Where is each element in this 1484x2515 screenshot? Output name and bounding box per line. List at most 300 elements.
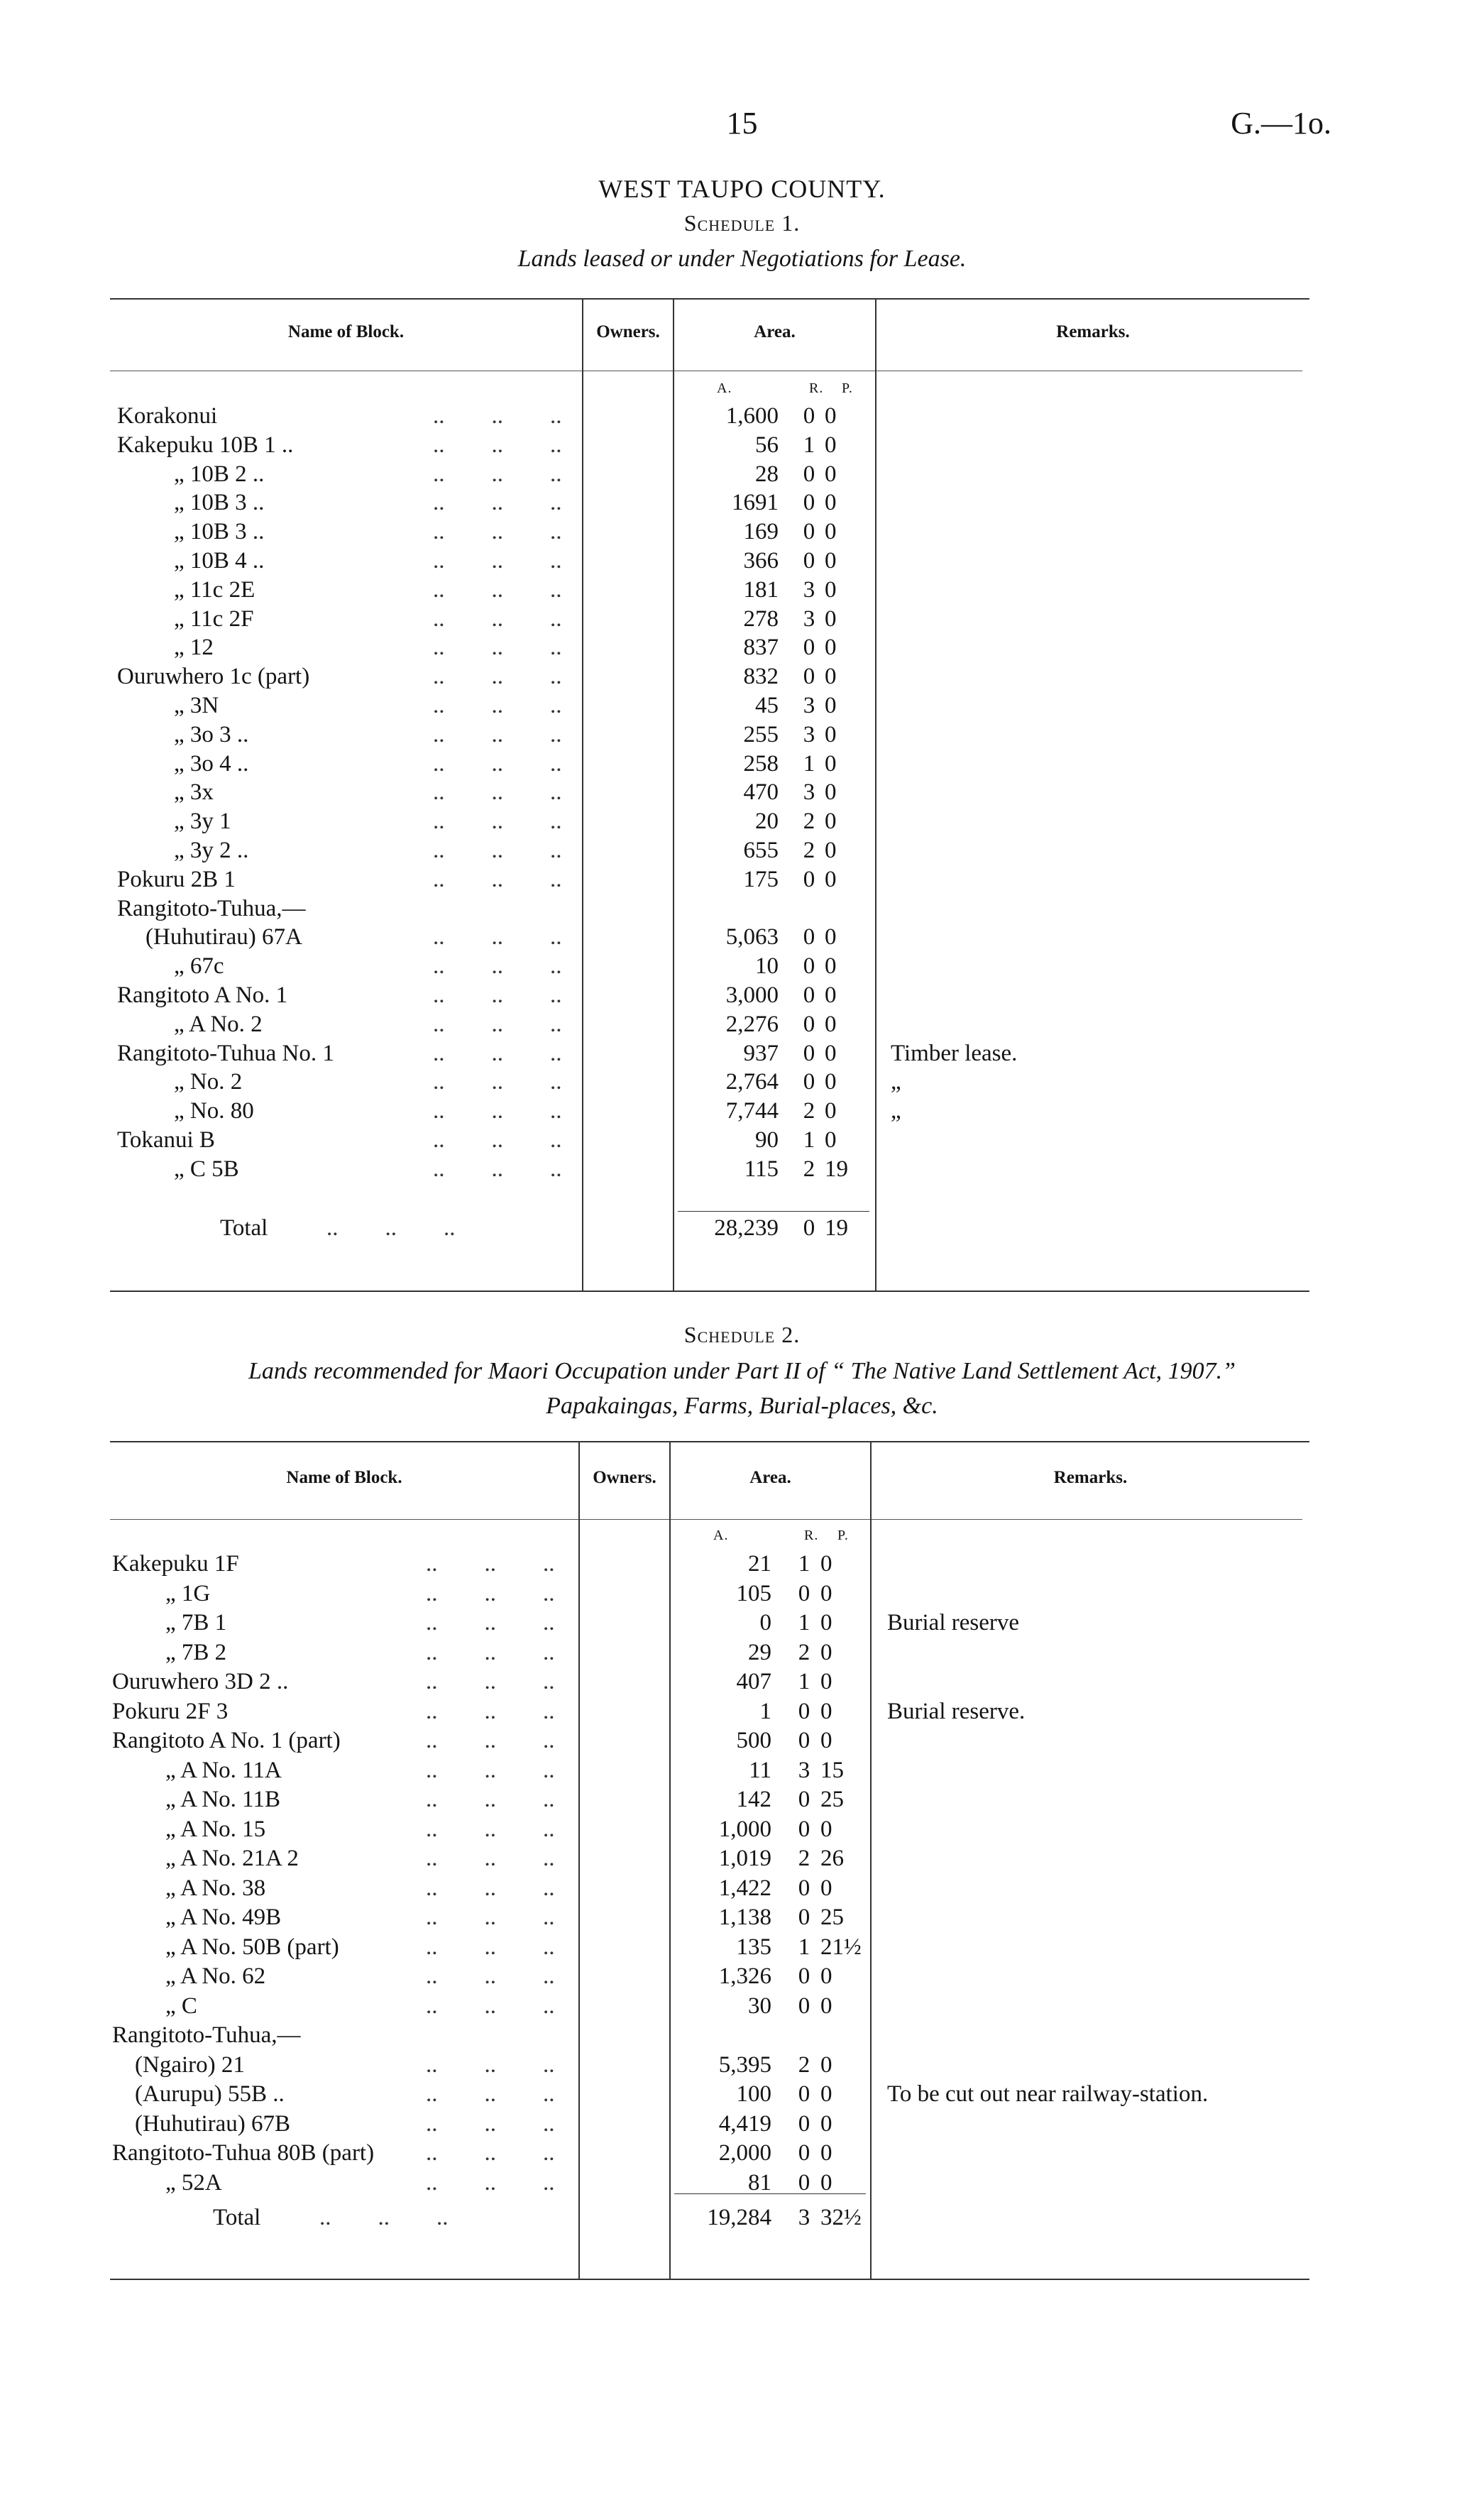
area-perches: 0: [825, 1069, 837, 1095]
block-name: „ 11c 2F: [174, 606, 254, 632]
remark-text: Timber lease.: [891, 1040, 1018, 1066]
leader-dots: .. .. ..: [433, 432, 562, 458]
remark-text: Burial reserve: [887, 1610, 1019, 1635]
leader-dots: .. .. ..: [426, 1934, 555, 1960]
area-perches: 0: [825, 924, 837, 950]
leader-dots: .. .. ..: [433, 490, 562, 516]
area-perches: 0: [825, 1011, 837, 1037]
area-perches: 0: [820, 1580, 832, 1606]
block-name: „ A No. 62: [165, 1963, 266, 1989]
area-roods: 0: [798, 2081, 810, 2107]
block-name: „ 3y 1: [174, 809, 231, 835]
table-top-rule: [110, 1441, 1309, 1442]
area-roods: 0: [803, 982, 815, 1008]
area-roods: 0: [798, 1875, 810, 1901]
area-acres: 500: [736, 1728, 771, 1753]
area-acres: 169: [743, 519, 779, 545]
area-acres: 407: [736, 1669, 771, 1694]
table-bottom-rule: [110, 1291, 1309, 1292]
leader-dots: .. .. ..: [426, 1698, 555, 1724]
area-perches: 0: [825, 693, 837, 718]
block-name: „ C 5B: [174, 1156, 239, 1182]
leader-dots: .. .. ..: [433, 519, 562, 545]
area-acres: 837: [743, 635, 779, 661]
area-roods: 2: [798, 1639, 810, 1665]
area-acres: 5,063: [725, 924, 779, 950]
leader-dots: .. .. ..: [433, 721, 562, 747]
area-roods: 2: [803, 809, 815, 835]
area-perches: 0: [820, 1610, 832, 1635]
block-name: „ 67c: [174, 953, 224, 980]
perches-unit: P.: [837, 1528, 849, 1543]
total-acres: 19,284: [707, 2205, 771, 2230]
area-acres: 937: [743, 1040, 779, 1066]
area-roods: 0: [798, 2110, 810, 2137]
table-row: [0, 982, 1484, 1012]
area-acres: 832: [743, 664, 779, 690]
area-perches: 0: [820, 1728, 832, 1753]
area-roods: 0: [803, 635, 815, 661]
area-roods: 2: [803, 1098, 815, 1124]
area-roods: 1: [798, 1669, 810, 1694]
leader-dots: .. .. ..: [433, 693, 562, 718]
table-row: [0, 1905, 1484, 1934]
area-roods: 1: [803, 432, 815, 458]
leader-dots: .. .. ..: [426, 1875, 555, 1901]
leader-dots: .. .. ..: [426, 2110, 555, 2137]
area-acres: 11: [749, 1757, 771, 1783]
total-roods: 3: [798, 2205, 810, 2230]
leader-dots: .. .. ..: [426, 1728, 555, 1753]
area-perches: 0: [825, 576, 837, 603]
area-perches: 0: [820, 1551, 832, 1577]
col-name-header: Name of Block.: [287, 322, 405, 341]
block-name: „ A No. 38: [165, 1875, 266, 1901]
schedule-2-subtitle-2: Papakaingas, Farms, Burial-places, &c.: [546, 1393, 938, 1419]
area-acres: 1,422: [718, 1875, 771, 1901]
area-roods: 0: [803, 953, 815, 980]
roods-unit: R.: [804, 1528, 819, 1543]
table-row: [0, 1993, 1484, 2022]
leader-dots: .. .. ..: [433, 953, 562, 980]
area-roods: 0: [803, 403, 815, 429]
area-acres: 5,395: [718, 2051, 771, 2078]
table-row: [0, 693, 1484, 722]
page-number: 15: [726, 106, 758, 141]
area-perches: 0: [825, 953, 837, 980]
area-acres: 56: [755, 432, 779, 458]
area-acres: 28: [755, 461, 779, 487]
table-row: [0, 1581, 1484, 1610]
table-top-rule: [110, 298, 1309, 300]
table-row: [0, 924, 1484, 953]
table-row: [0, 403, 1484, 432]
area-perches: 0: [825, 548, 837, 574]
area-acres: 1,326: [718, 1963, 771, 1989]
block-name: Ouruwhero 3D 2 ..: [112, 1669, 289, 1694]
schedule-1-heading: Schedule 1.: [683, 210, 801, 236]
area-roods: 3: [803, 779, 815, 806]
area-roods: 0: [803, 519, 815, 545]
table-row: [0, 953, 1484, 982]
area-acres: 0: [759, 1610, 771, 1635]
area-perches: 0: [820, 1963, 832, 1989]
table-row: [0, 1127, 1484, 1156]
block-name: „ 1G: [165, 1580, 211, 1606]
area-acres: 135: [736, 1934, 771, 1960]
area-perches: 26: [820, 1846, 844, 1871]
table-row: [0, 1963, 1484, 1993]
area-acres: 7,744: [725, 1098, 779, 1124]
total-roods: 0: [803, 1215, 815, 1241]
leader-dots: .. .. ..: [433, 635, 562, 661]
block-name: „ A No. 21A 2: [165, 1846, 299, 1871]
area-roods: 0: [798, 2140, 810, 2166]
table-row: [0, 635, 1484, 664]
area-acres: 115: [744, 1156, 779, 1182]
area-perches: 0: [825, 1127, 837, 1153]
area-roods: 0: [798, 1816, 810, 1842]
area-acres: 1,138: [718, 1905, 771, 1930]
block-name: Rangitoto A No. 1: [117, 982, 288, 1008]
leader-dots: .. .. ..: [426, 2169, 555, 2196]
area-roods: 0: [803, 1040, 815, 1066]
area-acres: 10: [755, 953, 779, 980]
area-perches: 0: [825, 461, 837, 487]
block-name: Pokuru 2F 3: [112, 1698, 229, 1724]
area-roods: 0: [803, 664, 815, 690]
total-row: Total .. .. .. 28,239 0 19: [0, 1215, 1484, 1244]
leader-dots: .. .. ..: [433, 924, 562, 950]
table-row: [0, 1728, 1484, 1757]
area-roods: 0: [803, 866, 815, 892]
col-owners-header: Owners.: [593, 1468, 656, 1487]
area-roods: 0: [798, 1580, 810, 1606]
area-perches: 0: [825, 432, 837, 458]
table-row: [0, 1156, 1484, 1185]
area-perches: 0: [825, 1098, 837, 1124]
block-name: Pokuru 2B 1: [117, 866, 236, 892]
area-roods: 0: [803, 924, 815, 950]
area-perches: 0: [825, 982, 837, 1008]
area-perches: 0: [825, 606, 837, 632]
leader-dots: .. .. ..: [426, 1610, 555, 1635]
table-row: [0, 2170, 1484, 2199]
area-acres: 142: [736, 1787, 771, 1812]
area-acres: 1: [759, 1698, 771, 1724]
block-name: „ 10B 3 ..: [174, 490, 265, 516]
block-name: Kakepuku 1F: [112, 1551, 239, 1577]
area-perches: 0: [820, 2051, 832, 2078]
area-roods: 2: [803, 838, 815, 863]
area-perches: 0: [820, 2140, 832, 2166]
area-perches: 19: [825, 1156, 848, 1182]
area-acres: 1,019: [718, 1846, 771, 1871]
area-roods: 3: [803, 606, 815, 632]
leader-dots: .. .. ..: [433, 779, 562, 806]
schedule-2-subtitle: Lands recommended for Maori Occupation under Part II of “ The Native Land Settlement Act, 1907.”: [248, 1358, 1236, 1384]
block-name: (Huhutirau) 67A: [145, 924, 302, 950]
area-perches: 0: [820, 2081, 832, 2107]
area-roods: 0: [798, 1728, 810, 1753]
area-acres: 90: [755, 1127, 779, 1153]
area-perches: 0: [820, 1698, 832, 1724]
leader-dots: .. .. ..: [433, 1156, 562, 1182]
area-roods: 3: [803, 693, 815, 718]
area-roods: 3: [803, 721, 815, 747]
table-row: [0, 2111, 1484, 2140]
area-roods: 0: [798, 2169, 810, 2196]
table-row: [0, 606, 1484, 635]
table-row: [0, 461, 1484, 491]
area-roods: 0: [803, 490, 815, 516]
table-row: [0, 722, 1484, 751]
remark-text: „: [891, 1069, 901, 1095]
block-name: „ 3o 4 ..: [174, 750, 249, 777]
area-perches: 0: [820, 1993, 832, 2019]
block-name: „ A No. 15: [165, 1816, 266, 1842]
leader-dots: .. .. ..: [426, 1905, 555, 1930]
area-acres: 470: [743, 779, 779, 806]
table-row: [0, 1610, 1484, 1639]
block-name: Rangitoto A No. 1 (part): [112, 1728, 341, 1753]
table-row: [0, 1758, 1484, 1787]
area-acres: 1691: [732, 490, 779, 516]
block-name: Kakepuku 10B 1 ..: [117, 432, 294, 458]
area-roods: 2: [803, 1156, 815, 1182]
area-roods: 1: [803, 750, 815, 777]
leader-dots: .. .. ..: [433, 548, 562, 574]
block-name: „ A No. 11A: [165, 1757, 282, 1783]
leader-dots: .. .. ..: [433, 664, 562, 690]
table-row: [0, 1817, 1484, 1846]
block-name: „ 11c 2E: [174, 576, 255, 603]
area-acres: 20: [755, 809, 779, 835]
leader-dots: .. .. ..: [433, 606, 562, 632]
area-acres: 30: [748, 1993, 771, 2019]
leader-dots: .. .. ..: [433, 750, 562, 777]
table-row: [0, 1787, 1484, 1816]
leader-dots: .. .. ..: [433, 809, 562, 835]
area-roods: 0: [798, 1905, 810, 1930]
col-remarks-header: Remarks.: [1056, 322, 1130, 341]
area-roods: 3: [803, 576, 815, 603]
area-roods: 1: [803, 1127, 815, 1153]
leader-dots: .. .. ..: [426, 1639, 555, 1665]
leader-dots: .. .. ..: [426, 1669, 555, 1694]
area-perches: 0: [825, 490, 837, 516]
leader-dots: .. .. ..: [433, 403, 562, 429]
remark-text: To be cut out near railway-station.: [887, 2081, 1209, 2107]
table-row: [0, 751, 1484, 780]
table-row: [0, 432, 1484, 461]
total-perches: 19: [825, 1215, 848, 1241]
area-roods: 0: [798, 1993, 810, 2019]
total-acres: 28,239: [714, 1215, 779, 1241]
area-roods: 2: [798, 2051, 810, 2078]
table-row: [0, 1041, 1484, 1070]
total-rule: [674, 2193, 866, 2194]
block-name: „ A No. 2: [174, 1011, 263, 1037]
acres-unit: A.: [713, 1528, 729, 1543]
area-acres: 21: [748, 1551, 771, 1577]
leader-dots: .. .. ..: [426, 1580, 555, 1606]
block-name: Ouruwhero 1c (part): [117, 664, 310, 690]
leader-dots: .. .. ..: [426, 1993, 555, 2019]
leader-dots: .. .. ..: [426, 2051, 555, 2078]
table-row: [0, 1669, 1484, 1698]
roods-unit: R.: [809, 380, 824, 396]
area-acres: 175: [743, 866, 779, 892]
total-label: Total: [220, 1215, 268, 1241]
header-bottom-rule: [110, 1519, 1302, 1520]
leader-dots: .. .. ..: [433, 461, 562, 487]
leader-dots: .. .. ..: [433, 1040, 562, 1066]
block-name: „ 3o 3 ..: [174, 721, 249, 747]
block-name: „ C: [165, 1993, 197, 2019]
area-acres: 45: [755, 693, 779, 718]
area-acres: 29: [748, 1639, 771, 1665]
block-name: Rangitoto-Tuhua 80B (part): [112, 2140, 375, 2166]
block-name: „ 10B 2 ..: [174, 461, 265, 487]
leader-dots: .. .. ..: [426, 1816, 555, 1842]
total-perches: 32½: [820, 2205, 862, 2230]
area-perches: 0: [825, 721, 837, 747]
block-name: „ 3y 2 ..: [174, 838, 249, 863]
block-name: „ 3x: [174, 779, 214, 806]
block-name: „ A No. 11B: [165, 1787, 280, 1812]
block-name: (Huhutirau) 67B: [135, 2110, 291, 2137]
col-remarks-header: Remarks.: [1053, 1468, 1128, 1487]
area-perches: 0: [825, 664, 837, 690]
area-roods: 0: [798, 1963, 810, 1989]
area-acres: 2,764: [725, 1069, 779, 1095]
area-roods: 1: [798, 1934, 810, 1960]
table-row: [0, 1098, 1484, 1127]
area-acres: 255: [743, 721, 779, 747]
area-roods: 0: [803, 1069, 815, 1095]
col-area-header: Area.: [754, 322, 796, 341]
leader-dots: .. .. ..: [426, 1551, 555, 1577]
table-row: [0, 809, 1484, 838]
total-rule: [678, 1211, 869, 1212]
block-name: „ 52A: [165, 2169, 222, 2196]
area-perches: 0: [825, 1040, 837, 1066]
block-name: Rangitoto-Tuhua No. 1: [117, 1040, 334, 1066]
table-bottom-rule: [110, 2279, 1309, 2280]
area-acres: 366: [743, 548, 779, 574]
area-roods: 0: [803, 461, 815, 487]
area-acres: 100: [736, 2081, 771, 2107]
table-row: [0, 2140, 1484, 2169]
block-name: „ No. 80: [174, 1098, 254, 1124]
table-row: [0, 896, 1484, 925]
leader-dots: .. .. ..: [426, 1846, 555, 1871]
leader-dots: .. .. ..: [433, 576, 562, 603]
acres-unit: A.: [717, 380, 732, 396]
area-acres: 258: [743, 750, 779, 777]
col-owners-header: Owners.: [596, 322, 660, 341]
area-perches: 0: [820, 1669, 832, 1694]
area-roods: 0: [798, 1698, 810, 1724]
leader-dots: .. .. ..: [426, 2081, 555, 2107]
area-perches: 0: [820, 2110, 832, 2137]
total-row: Total .. .. .. 19,284 3 32½: [0, 2205, 1484, 2234]
area-perches: 21½: [820, 1934, 862, 1960]
leader-dots: .. .. ..: [426, 2140, 555, 2166]
area-acres: 278: [743, 606, 779, 632]
leader-dots: .. .. ..: [433, 866, 562, 892]
table-row: [0, 577, 1484, 606]
area-perches: 0: [825, 750, 837, 777]
schedule-1-subtitle: Lands leased or under Negotiations for Lease.: [517, 246, 967, 272]
leader-dots: .. .. ..: [433, 1098, 562, 1124]
block-name: (Ngairo) 21: [135, 2051, 245, 2078]
leader-dots: .. .. ..: [433, 1011, 562, 1037]
table-row: [0, 664, 1484, 693]
area-perches: 0: [825, 809, 837, 835]
area-perches: 0: [820, 1816, 832, 1842]
area-acres: 1,600: [725, 403, 779, 429]
table-row: [0, 1012, 1484, 1041]
table-row: [0, 2052, 1484, 2081]
area-perches: 0: [825, 779, 837, 806]
block-name: Rangitoto-Tuhua,—: [117, 895, 306, 921]
block-name: „ A No. 49B: [165, 1905, 282, 1930]
area-acres: 1,000: [718, 1816, 771, 1842]
table-row: [0, 867, 1484, 896]
table-row: [0, 1934, 1484, 1963]
area-roods: 0: [798, 1787, 810, 1812]
area-acres: 3,000: [725, 982, 779, 1008]
area-perches: 0: [820, 1639, 832, 1665]
table-row: [0, 548, 1484, 577]
remark-text: Burial reserve.: [887, 1698, 1026, 1724]
table-row: [0, 1699, 1484, 1728]
area-perches: 0: [825, 519, 837, 545]
area-perches: 0: [825, 635, 837, 661]
area-perches: 15: [820, 1757, 844, 1783]
area-roods: 1: [798, 1610, 810, 1635]
area-perches: 0: [825, 866, 837, 892]
area-roods: 0: [803, 548, 815, 574]
block-name: „ No. 2: [174, 1069, 243, 1095]
block-name: „ 12: [174, 635, 214, 661]
block-name: „ 7B 1: [165, 1610, 227, 1635]
total-label: Total: [213, 2205, 261, 2230]
leader-dots: .. .. ..: [433, 982, 562, 1008]
block-name: „ 7B 2: [165, 1639, 227, 1665]
area-roods: 0: [803, 1011, 815, 1037]
area-roods: 2: [798, 1846, 810, 1871]
area-acres: 81: [748, 2169, 771, 2196]
table-row: [0, 1069, 1484, 1098]
perches-unit: P.: [842, 380, 853, 396]
area-acres: 105: [736, 1580, 771, 1606]
table-row: [0, 1875, 1484, 1905]
document-title: WEST TAUPO COUNTY.: [598, 175, 886, 203]
area-acres: 4,419: [718, 2110, 771, 2137]
block-name: „ 10B 4 ..: [174, 548, 265, 574]
block-name: „ A No. 50B (part): [165, 1934, 339, 1960]
table-row: [0, 779, 1484, 809]
block-name: Korakonui: [117, 403, 218, 429]
area-roods: 1: [798, 1551, 810, 1577]
table-row: [0, 1846, 1484, 1875]
area-perches: 0: [825, 403, 837, 429]
block-name: Tokanui B: [117, 1127, 215, 1153]
block-name: „ 3N: [174, 693, 219, 718]
